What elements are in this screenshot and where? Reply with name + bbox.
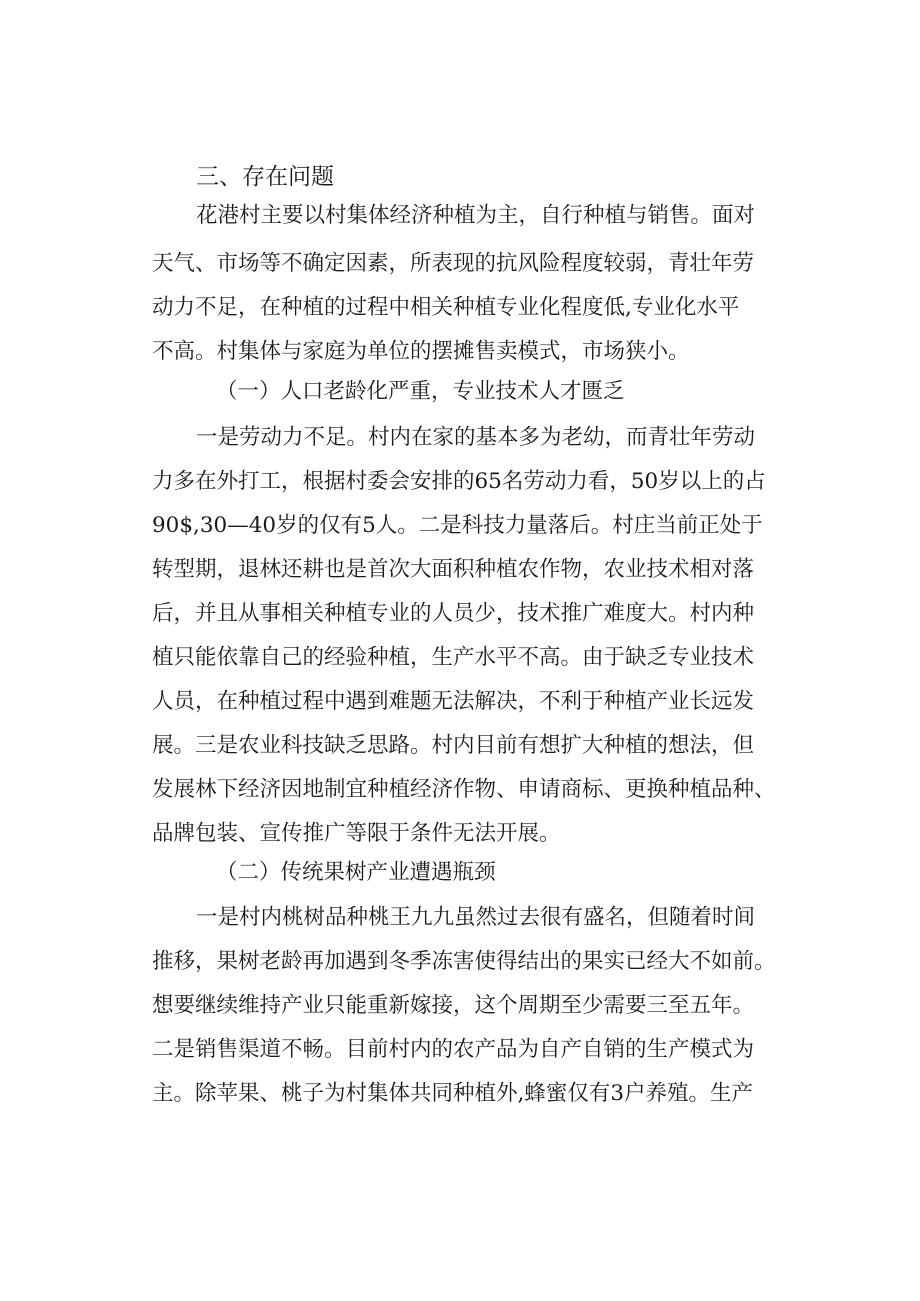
- paragraph-line: 不高。村集体与家庭为单位的摆摊售卖模式，市场狭小。: [152, 339, 690, 364]
- paragraph-line: 人员，在种植过程中遇到难题无法解决，不利于种植产业长远发: [152, 689, 755, 714]
- paragraph-line: 天气、市场等不确定因素，所表现的抗风险程度较弱，青壮年劳: [152, 251, 755, 276]
- paragraph-line: 植只能依靠自己的经验种植，生产水平不高。由于缺乏专业技术: [152, 645, 755, 670]
- paragraph-line: 品牌包装、宣传推广等限于条件无法开展。: [152, 821, 561, 846]
- paragraph-line: 二是销售渠道不畅。目前村内的农产品为自产自销的生产模式为: [152, 1037, 755, 1062]
- paragraph-line: 一是劳动力不足。村内在家的基本多为老幼，而青壮年劳动: [196, 425, 756, 450]
- paragraph-line: 花港村主要以村集体经济种植为主，自行种植与销售。面对: [196, 203, 756, 228]
- subsection-title-1: （一）人口老龄化严重，专业技术人才匮乏: [216, 379, 625, 404]
- paragraph-line: 动力不足，在种植的过程中相关种植专业化程度低,专业化水平: [152, 295, 740, 320]
- paragraph-line: 发展林下经济因地制宜种植经济作物、申请商标、更换种植品种、: [152, 777, 776, 802]
- paragraph-line: 力多在外打工，根据村委会安排的65名劳动力看，50岁以上的占: [152, 469, 766, 494]
- paragraph-line: 想要继续维持产业只能重新嫁接，这个周期至少需要三至五年。: [152, 993, 755, 1018]
- paragraph-line: 主。除苹果、桃子为村集体共同种植外,蜂蜜仅有3户养殖。生产: [152, 1081, 754, 1106]
- paragraph-line: 后，并且从事相关种植专业的人员少，技术推广难度大。村内种: [152, 601, 755, 626]
- paragraph-line: 展。三是农业科技缺乏思路。村内目前有想扩大种植的想法，但: [152, 733, 755, 758]
- paragraph-line: 90$,30—40岁的仅有5人。二是科技力量落后。村庄当前正处于: [152, 513, 763, 538]
- paragraph-line: 一是村内桃树品种桃王九九虽然过去很有盛名，但随着时间: [196, 905, 756, 930]
- paragraph-line: 转型期，退林还耕也是首次大面积种植农作物，农业技术相对落: [152, 557, 755, 582]
- section-heading: 三、存在问题: [196, 164, 334, 190]
- subsection-title-2: （二）传统果树产业遭遇瓶颈: [216, 860, 496, 885]
- paragraph-line: 推移，果树老龄再加遇到冬季冻害使得结出的果实已经大不如前。: [152, 949, 776, 974]
